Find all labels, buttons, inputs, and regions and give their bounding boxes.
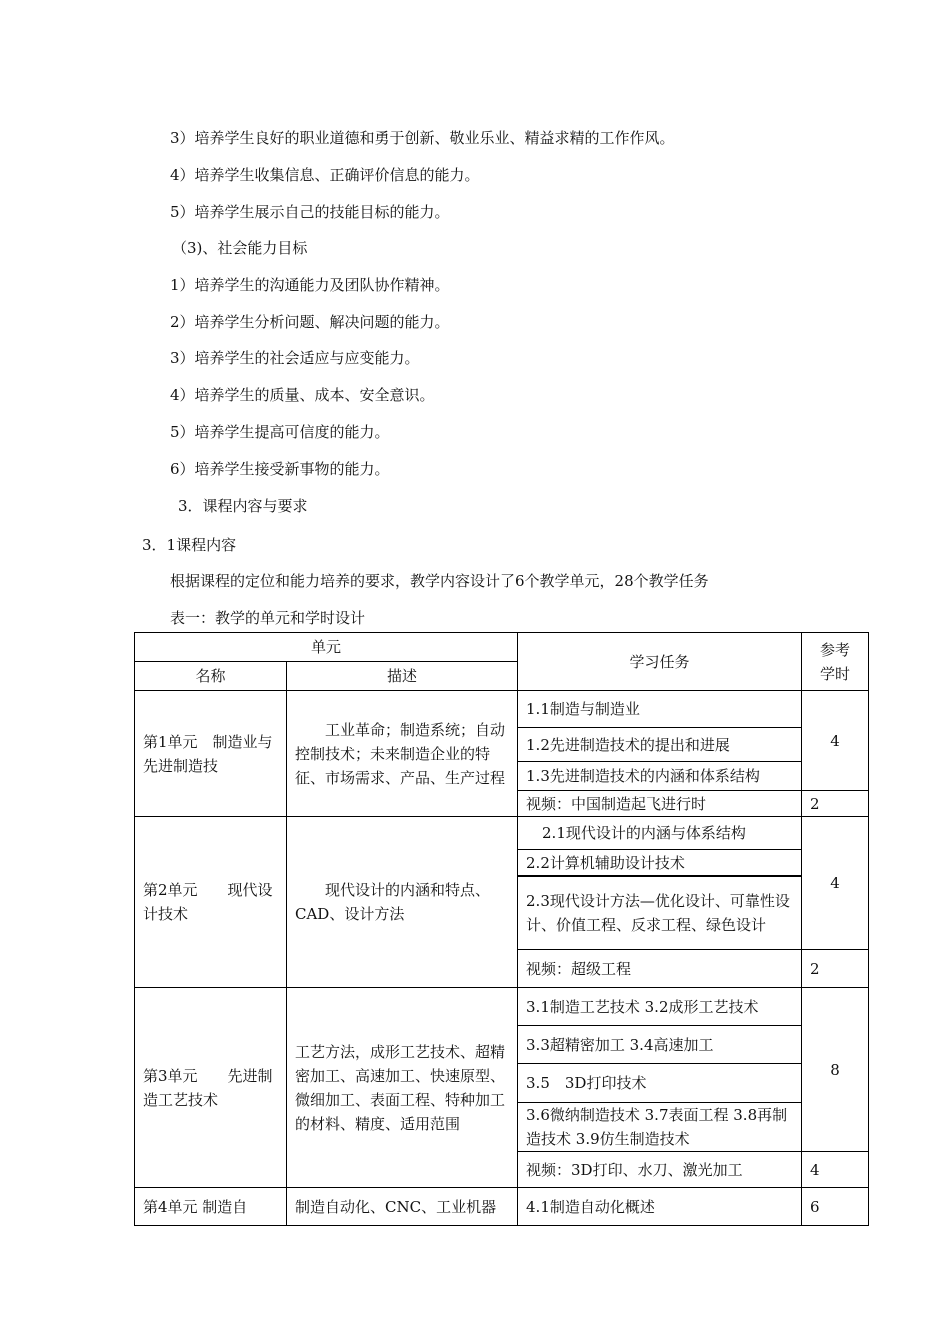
task-item: 2.1现代设计的内涵与体系结构 xyxy=(518,817,801,850)
paragraph: 根据课程的定位和能力培养的要求，教学内容设计了6个教学单元，28个教学任务 xyxy=(170,572,709,590)
header-tasks: 学习任务 xyxy=(518,633,802,691)
paragraph: 5）培养学生展示自己的技能目标的能力。 xyxy=(170,203,450,221)
unit-desc: 制造自动化、CNC、工业机器 xyxy=(287,1188,518,1226)
table-header-row xyxy=(135,633,869,662)
unit-name: 第2单元 现代设计技术 xyxy=(135,817,287,988)
task-item: 3.5 3D打印技术 xyxy=(518,1064,801,1103)
task-group xyxy=(518,817,802,950)
unit-name: 第4单元 制造自 xyxy=(135,1188,287,1226)
subsection-heading: 3．1课程内容 xyxy=(142,536,237,554)
task-group xyxy=(518,988,802,1152)
paragraph: 3）培养学生良好的职业道德和勇于创新、敬业乐业、精益求精的工作作风。 xyxy=(170,129,675,147)
paragraph: 4）培养学生收集信息、正确评价信息的能力。 xyxy=(170,166,480,184)
header-unit: 单元 xyxy=(135,633,518,662)
paragraph: 1）培养学生的沟通能力及团队协作精神。 xyxy=(170,276,450,294)
unit-name: 第3单元 先进制造工艺技术 xyxy=(135,988,287,1188)
unit-hours: 4 xyxy=(802,817,869,950)
video-task: 视频：3D打印、水刀、激光加工 xyxy=(518,1152,802,1188)
header-hours-line1: 参考 xyxy=(820,640,851,659)
unit-desc: 工业革命；制造系统；自动控制技术；未来制造企业的特征、市场需求、产品、生产过程 xyxy=(287,691,518,817)
table-caption: 表一：教学的单元和学时设计 xyxy=(170,609,366,627)
header-hours xyxy=(802,633,869,691)
video-hours: 4 xyxy=(802,1152,869,1188)
task-item: 2.3现代设计方法—优化设计、可靠性设计、价值工程、反求工程、绿色设计 xyxy=(526,892,790,934)
header-name: 名称 xyxy=(135,662,287,691)
paragraph: 4）培养学生的质量、成本、安全意识。 xyxy=(170,386,435,404)
task-item: 1.1制造与制造业 xyxy=(518,691,801,728)
paragraph: 3）培养学生的社会适应与应变能力。 xyxy=(170,349,420,367)
video-hours: 2 xyxy=(802,791,869,817)
paragraph: 6）培养学生接受新事物的能力。 xyxy=(170,460,390,478)
task-item: 3.3超精密加工 3.4高速加工 xyxy=(518,1026,801,1064)
unit-desc: 现代设计的内涵和特点、CAD、设计方法 xyxy=(287,817,518,988)
task-group xyxy=(518,691,802,791)
table-row xyxy=(135,691,869,791)
section-heading: 3．课程内容与要求 xyxy=(178,497,308,515)
task-item: 3.6微纳制造技术 3.7表面工程 3.8再制造技术 3.9仿生制造技术 xyxy=(526,1106,788,1148)
table-row xyxy=(135,988,869,1152)
header-desc: 描述 xyxy=(287,662,518,691)
video-task: 视频：超级工程 xyxy=(518,950,802,988)
unit-name: 第1单元 制造业与 先进制造技 xyxy=(135,691,287,817)
unit-hours: 8 xyxy=(802,988,869,1152)
unit-hours: 4 xyxy=(802,691,869,791)
task-item: 3.1制造工艺技术 3.2成形工艺技术 xyxy=(518,988,801,1026)
paragraph: 2）培养学生分析问题、解决问题的能力。 xyxy=(170,313,450,331)
table-row xyxy=(135,817,869,950)
video-hours: 2 xyxy=(802,950,869,988)
unit-desc: 工艺方法，成形工艺技术、超精密加工、高速加工、快速原型、微细加工、表面工程、特种加工的材料、精度、适用范围 xyxy=(287,988,518,1188)
video-task: 视频：中国制造起飞进行时 xyxy=(518,791,802,817)
subheading: （3)、社会能力目标 xyxy=(172,239,308,257)
task-item: 2.2计算机辅助设计技术 xyxy=(518,850,801,877)
unit-hours-table xyxy=(134,632,869,1226)
table-row xyxy=(135,1188,869,1226)
header-hours-line2: 学时 xyxy=(820,664,851,683)
unit-hours: 6 xyxy=(802,1188,869,1226)
task-item: 1.2先进制造技术的提出和进展 xyxy=(518,728,801,762)
paragraph: 5）培养学生提高可信度的能力。 xyxy=(170,423,390,441)
task-item: 1.3先进制造技术的内涵和体系结构 xyxy=(526,767,760,785)
task-item: 4.1制造自动化概述 xyxy=(518,1188,802,1226)
